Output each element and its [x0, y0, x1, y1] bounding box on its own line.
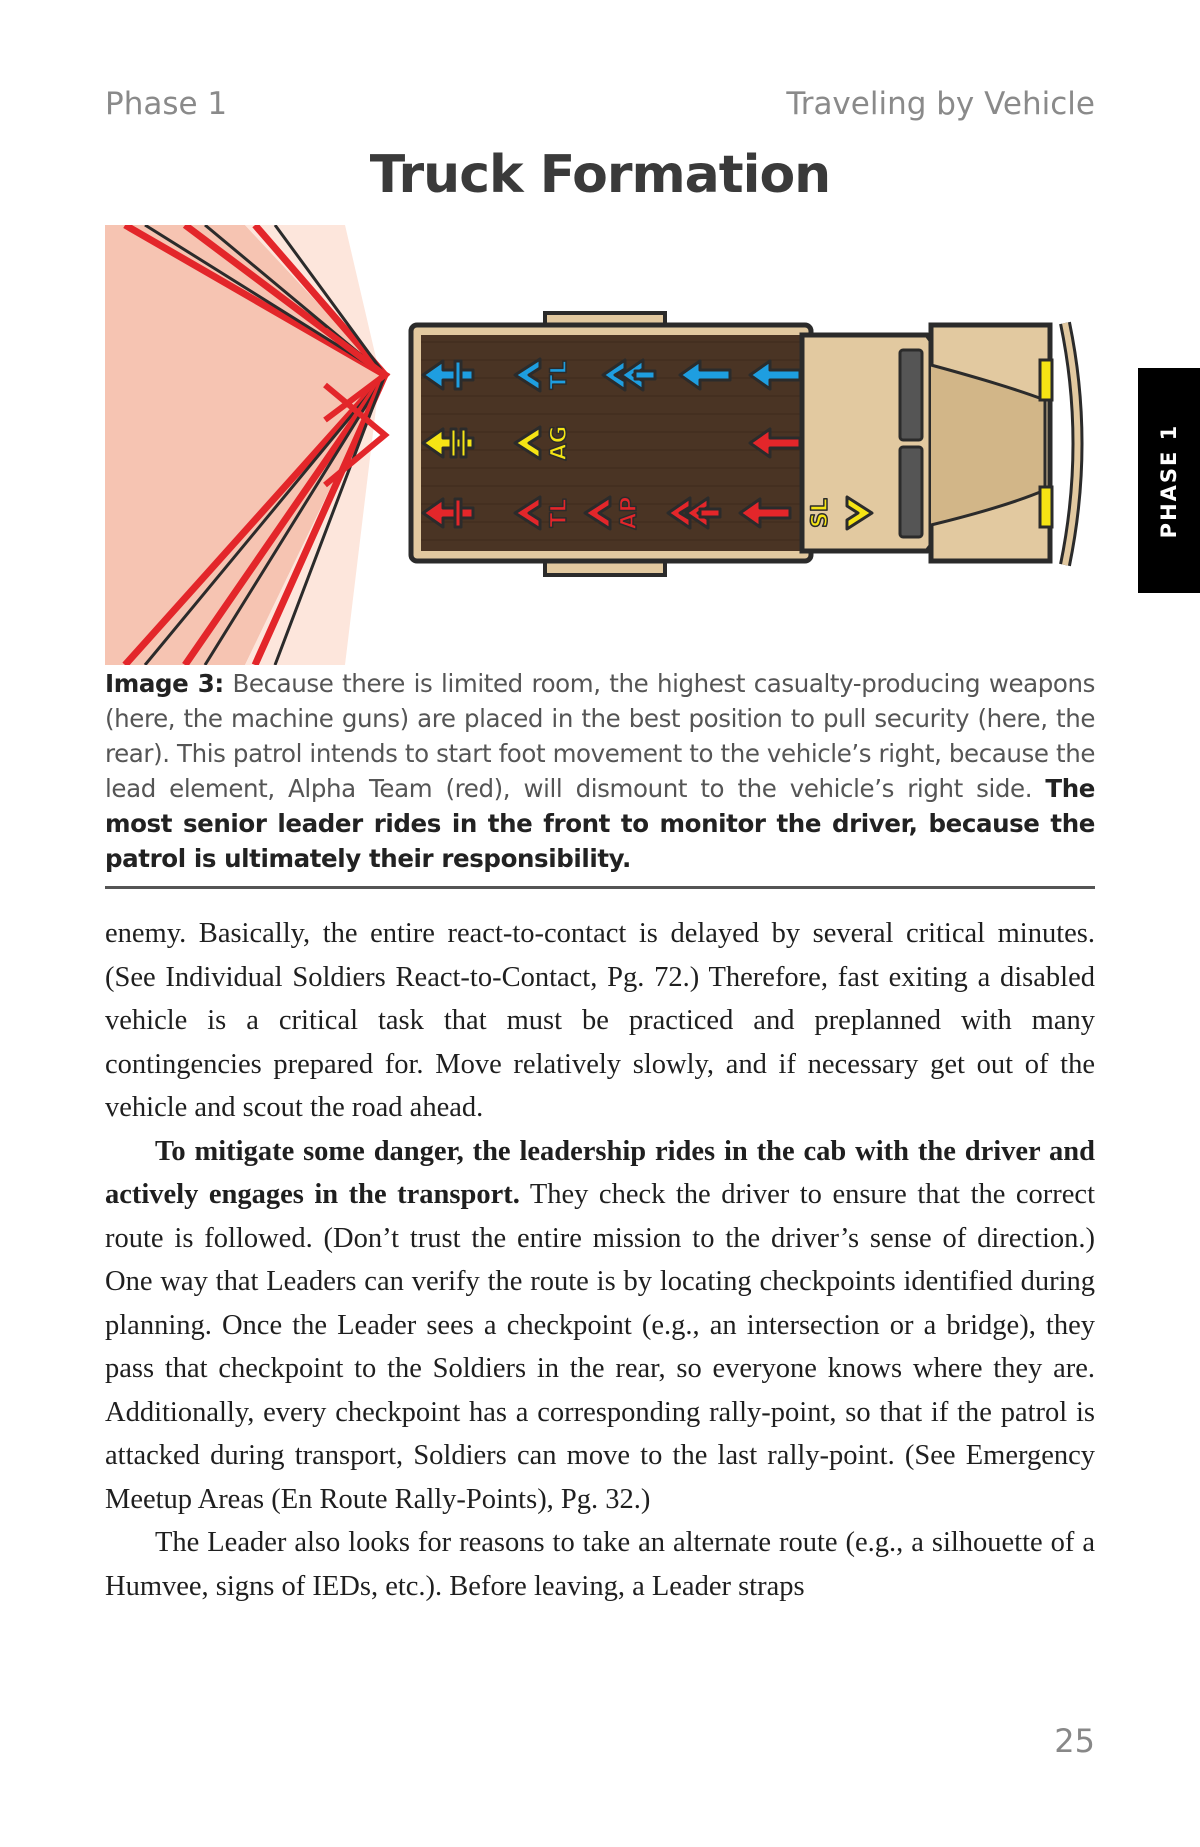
- paragraph-2-text: They check the driver to ensure that the correct route is followed. (Don’t trust the entire mission to the driver’s sense of direction.) One way that Leaders can verify the route is by locating checkpoints identified during planning. Once the Leader sees a checkpoint (e.g., an intersection or a bridge), they pass that checkpoint to the Soldiers in the rear, so everyone knows where they are. Additionally, every checkpoint has a corresponding rally-point, so that if the patrol is attacked during transport, Soldiers can move to the last rally-point. (See Emergency Meetup Areas (En Route Rally-Points), Pg. 32.): [105, 1179, 1095, 1515]
- label-ap: AP: [617, 496, 642, 530]
- running-head-right: Traveling by Vehicle: [786, 86, 1095, 122]
- figure-caption: [105, 666, 1095, 876]
- phase-side-tab-label: PHASE 1: [1157, 423, 1181, 538]
- label-ag: AG: [547, 425, 572, 461]
- label-tl-blue: TL: [547, 360, 572, 390]
- paragraph-1: enemy. Basically, the entire react-to-contact is delayed by several critical minutes. (See Individual Soldiers React-to-Contact, Pg. 72.) Therefore, fast exiting a disabled vehicle is a critical task that must be practiced and preplanned with many contingencies prepared for. Move relatively slowly, and if necessary get out of the vehicle and scout the road ahead.: [105, 918, 1095, 1123]
- caption-bold-text: The most senior leader rides in the front to monitor the driver, because the patrol is ultimately their responsibility.: [105, 774, 1095, 873]
- label-tl-red: TL: [547, 498, 572, 528]
- figure-title: Truck Formation: [369, 145, 831, 205]
- running-head-left: Phase 1: [105, 86, 228, 122]
- paragraph-2: [105, 1130, 1095, 1522]
- caption-text: Because there is limited room, the highest casualty-producing weapons (here, the machine guns) are placed in the best position to pull security (here, the rear). This patrol intends to start foot movement to the vehicle’s right, because the lead element, Alpha Team (red), will dismount to the vehicle’s right side.: [105, 669, 1095, 803]
- paragraph-3: The Leader also looks for reasons to take an alternate route (e.g., a silhouette of a Humvee, signs of IEDs, etc.). Before leaving, a Leader straps: [105, 1527, 1095, 1602]
- paragraph-2-bold: To mitigate some danger, the leadership rides in the cab with the driver and actively engages in the transport.: [105, 1135, 1095, 1210]
- page-number: 25: [1054, 1722, 1095, 1760]
- truck-formation-diagram: [105, 225, 1095, 665]
- security-zone: [105, 225, 387, 665]
- truck: [411, 313, 1078, 575]
- phase-side-tab: [1138, 368, 1200, 593]
- label-sl: SL: [808, 498, 833, 528]
- body-text: [105, 912, 1095, 1608]
- caption-divider: [105, 886, 1095, 889]
- caption-label: Image 3:: [105, 669, 224, 698]
